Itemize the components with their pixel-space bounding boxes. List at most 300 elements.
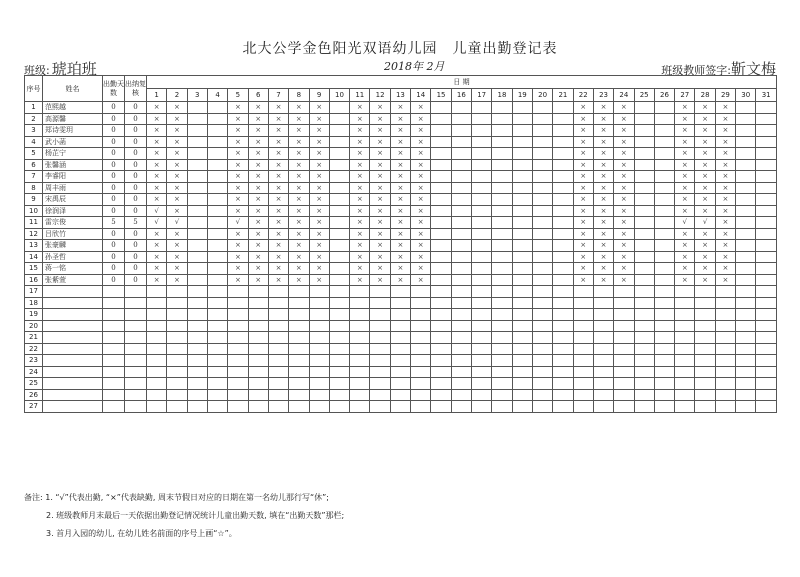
attendance-cell[interactable] (329, 343, 349, 355)
attendance-cell[interactable] (512, 171, 532, 183)
attendance-cell[interactable] (756, 286, 777, 298)
attendance-cell[interactable] (207, 205, 227, 217)
attendance-cell[interactable] (350, 378, 370, 390)
attendance-cell[interactable]: × (675, 113, 695, 125)
attendance-cell[interactable] (512, 263, 532, 275)
attendance-cell[interactable]: × (167, 274, 187, 286)
attendance-cell[interactable] (451, 320, 471, 332)
attendance-cell[interactable] (411, 286, 431, 298)
attendance-cell[interactable] (431, 136, 451, 148)
attendance-cell[interactable]: × (309, 251, 329, 263)
attendance-cell[interactable] (187, 171, 207, 183)
attendance-cell[interactable] (431, 113, 451, 125)
attendance-cell[interactable]: × (228, 148, 248, 160)
attendance-cell[interactable]: × (675, 240, 695, 252)
attendance-cell[interactable] (451, 136, 471, 148)
attendance-cell[interactable]: × (370, 182, 390, 194)
attendance-cell[interactable]: × (695, 182, 715, 194)
attendance-cell[interactable] (654, 136, 674, 148)
attendance-cell[interactable]: × (411, 182, 431, 194)
attendance-cell[interactable] (350, 332, 370, 344)
attendance-cell[interactable] (187, 366, 207, 378)
attendance-cell[interactable] (187, 228, 207, 240)
attendance-cell[interactable] (654, 205, 674, 217)
attendance-cell[interactable] (187, 205, 207, 217)
attendance-cell[interactable] (532, 217, 552, 229)
attendance-cell[interactable]: × (268, 136, 288, 148)
attendance-cell[interactable]: × (248, 205, 268, 217)
attendance-cell[interactable]: × (268, 102, 288, 114)
attendance-cell[interactable]: × (593, 171, 613, 183)
attendance-cell[interactable] (512, 309, 532, 321)
attendance-cell[interactable]: × (228, 113, 248, 125)
attendance-cell[interactable] (675, 320, 695, 332)
attendance-cell[interactable] (350, 297, 370, 309)
attendance-cell[interactable] (248, 366, 268, 378)
attendance-cell[interactable] (451, 366, 471, 378)
attendance-cell[interactable]: × (167, 113, 187, 125)
attendance-cell[interactable] (329, 309, 349, 321)
attendance-cell[interactable] (756, 113, 777, 125)
attendance-cell[interactable] (329, 136, 349, 148)
attendance-cell[interactable]: × (390, 171, 410, 183)
attendance-cell[interactable] (207, 113, 227, 125)
attendance-cell[interactable] (370, 309, 390, 321)
attendance-cell[interactable] (329, 125, 349, 137)
attendance-cell[interactable]: × (350, 194, 370, 206)
attendance-cell[interactable] (431, 125, 451, 137)
attendance-cell[interactable] (451, 251, 471, 263)
attendance-cell[interactable] (756, 366, 777, 378)
attendance-cell[interactable]: × (695, 171, 715, 183)
attendance-cell[interactable] (736, 182, 756, 194)
attendance-cell[interactable] (472, 228, 492, 240)
attendance-cell[interactable]: × (390, 102, 410, 114)
attendance-cell[interactable]: × (309, 136, 329, 148)
attendance-cell[interactable] (167, 355, 187, 367)
attendance-cell[interactable] (553, 401, 573, 413)
attendance-cell[interactable] (370, 355, 390, 367)
attendance-cell[interactable]: × (695, 263, 715, 275)
attendance-cell[interactable] (350, 366, 370, 378)
attendance-cell[interactable] (634, 113, 654, 125)
attendance-cell[interactable] (329, 366, 349, 378)
attendance-cell[interactable] (736, 102, 756, 114)
attendance-cell[interactable] (268, 286, 288, 298)
attendance-cell[interactable] (715, 401, 735, 413)
attendance-cell[interactable] (532, 240, 552, 252)
attendance-cell[interactable] (675, 309, 695, 321)
attendance-cell[interactable] (431, 228, 451, 240)
attendance-cell[interactable] (634, 378, 654, 390)
attendance-cell[interactable] (167, 378, 187, 390)
attendance-cell[interactable] (228, 343, 248, 355)
attendance-cell[interactable] (147, 343, 167, 355)
attendance-cell[interactable]: × (411, 125, 431, 137)
attendance-cell[interactable]: × (289, 274, 309, 286)
attendance-cell[interactable]: × (350, 171, 370, 183)
attendance-cell[interactable]: × (390, 263, 410, 275)
attendance-cell[interactable] (553, 228, 573, 240)
attendance-cell[interactable]: × (228, 171, 248, 183)
attendance-cell[interactable] (553, 240, 573, 252)
attendance-cell[interactable] (472, 366, 492, 378)
attendance-cell[interactable] (532, 389, 552, 401)
attendance-cell[interactable] (634, 320, 654, 332)
attendance-cell[interactable] (147, 297, 167, 309)
attendance-cell[interactable] (451, 343, 471, 355)
attendance-cell[interactable]: × (370, 251, 390, 263)
attendance-cell[interactable]: × (573, 182, 593, 194)
attendance-cell[interactable] (736, 125, 756, 137)
attendance-cell[interactable] (451, 401, 471, 413)
attendance-cell[interactable] (532, 309, 552, 321)
attendance-cell[interactable] (614, 320, 634, 332)
attendance-cell[interactable]: × (350, 263, 370, 275)
attendance-cell[interactable]: × (147, 274, 167, 286)
attendance-cell[interactable]: × (147, 113, 167, 125)
attendance-cell[interactable] (614, 297, 634, 309)
attendance-cell[interactable] (512, 125, 532, 137)
attendance-cell[interactable] (370, 401, 390, 413)
attendance-cell[interactable] (147, 389, 167, 401)
attendance-cell[interactable] (350, 401, 370, 413)
attendance-cell[interactable]: × (390, 194, 410, 206)
attendance-cell[interactable] (207, 136, 227, 148)
attendance-cell[interactable] (736, 240, 756, 252)
attendance-cell[interactable] (431, 263, 451, 275)
attendance-cell[interactable]: × (593, 159, 613, 171)
attendance-cell[interactable] (675, 389, 695, 401)
attendance-cell[interactable]: × (593, 251, 613, 263)
attendance-cell[interactable]: × (715, 251, 735, 263)
attendance-cell[interactable] (654, 320, 674, 332)
attendance-cell[interactable] (736, 389, 756, 401)
attendance-cell[interactable] (187, 389, 207, 401)
attendance-cell[interactable]: × (248, 159, 268, 171)
attendance-cell[interactable]: × (715, 148, 735, 160)
attendance-cell[interactable] (370, 286, 390, 298)
attendance-cell[interactable]: × (390, 274, 410, 286)
attendance-cell[interactable] (756, 217, 777, 229)
attendance-cell[interactable] (675, 332, 695, 344)
attendance-cell[interactable]: × (167, 205, 187, 217)
attendance-cell[interactable]: × (167, 102, 187, 114)
attendance-cell[interactable]: × (248, 217, 268, 229)
attendance-cell[interactable] (207, 297, 227, 309)
attendance-cell[interactable] (756, 401, 777, 413)
attendance-cell[interactable] (431, 217, 451, 229)
attendance-cell[interactable] (451, 228, 471, 240)
attendance-cell[interactable]: × (593, 136, 613, 148)
attendance-cell[interactable]: × (675, 205, 695, 217)
attendance-cell[interactable]: × (614, 136, 634, 148)
attendance-cell[interactable] (431, 332, 451, 344)
attendance-cell[interactable] (147, 286, 167, 298)
attendance-cell[interactable]: × (715, 171, 735, 183)
attendance-cell[interactable] (756, 263, 777, 275)
attendance-cell[interactable] (532, 286, 552, 298)
attendance-cell[interactable]: × (614, 159, 634, 171)
attendance-cell[interactable] (553, 274, 573, 286)
attendance-cell[interactable] (532, 263, 552, 275)
attendance-cell[interactable] (736, 148, 756, 160)
attendance-cell[interactable] (309, 389, 329, 401)
attendance-cell[interactable] (187, 378, 207, 390)
attendance-cell[interactable] (553, 378, 573, 390)
attendance-cell[interactable]: × (411, 148, 431, 160)
attendance-cell[interactable] (329, 217, 349, 229)
attendance-cell[interactable] (614, 286, 634, 298)
attendance-cell[interactable] (756, 332, 777, 344)
attendance-cell[interactable] (451, 297, 471, 309)
attendance-cell[interactable] (451, 274, 471, 286)
attendance-cell[interactable]: × (675, 251, 695, 263)
attendance-cell[interactable] (756, 102, 777, 114)
attendance-cell[interactable]: × (309, 159, 329, 171)
attendance-cell[interactable] (553, 102, 573, 114)
attendance-cell[interactable] (472, 148, 492, 160)
attendance-cell[interactable] (370, 320, 390, 332)
attendance-cell[interactable] (553, 332, 573, 344)
attendance-cell[interactable] (492, 194, 512, 206)
attendance-cell[interactable] (451, 125, 471, 137)
attendance-cell[interactable] (309, 378, 329, 390)
attendance-cell[interactable] (756, 125, 777, 137)
attendance-cell[interactable] (553, 297, 573, 309)
attendance-cell[interactable] (695, 286, 715, 298)
attendance-cell[interactable] (451, 332, 471, 344)
attendance-cell[interactable] (228, 320, 248, 332)
attendance-cell[interactable]: √ (147, 217, 167, 229)
attendance-cell[interactable]: × (248, 228, 268, 240)
attendance-cell[interactable] (228, 332, 248, 344)
attendance-cell[interactable] (370, 378, 390, 390)
attendance-cell[interactable] (756, 171, 777, 183)
attendance-cell[interactable]: × (593, 148, 613, 160)
attendance-cell[interactable]: × (309, 263, 329, 275)
attendance-cell[interactable]: × (147, 263, 167, 275)
attendance-cell[interactable]: × (289, 240, 309, 252)
attendance-cell[interactable] (756, 320, 777, 332)
attendance-cell[interactable] (309, 401, 329, 413)
attendance-cell[interactable] (553, 217, 573, 229)
attendance-cell[interactable] (675, 286, 695, 298)
attendance-cell[interactable]: × (167, 148, 187, 160)
attendance-cell[interactable] (289, 309, 309, 321)
attendance-cell[interactable]: × (147, 171, 167, 183)
attendance-cell[interactable] (553, 309, 573, 321)
attendance-cell[interactable]: × (411, 205, 431, 217)
attendance-cell[interactable]: × (411, 274, 431, 286)
attendance-cell[interactable] (512, 240, 532, 252)
attendance-cell[interactable]: × (573, 113, 593, 125)
attendance-cell[interactable] (512, 251, 532, 263)
attendance-cell[interactable] (167, 309, 187, 321)
attendance-cell[interactable]: × (390, 240, 410, 252)
attendance-cell[interactable] (472, 274, 492, 286)
attendance-cell[interactable] (492, 309, 512, 321)
attendance-cell[interactable]: × (268, 274, 288, 286)
attendance-cell[interactable] (207, 320, 227, 332)
attendance-cell[interactable] (472, 205, 492, 217)
attendance-cell[interactable]: × (675, 194, 695, 206)
attendance-cell[interactable] (593, 366, 613, 378)
attendance-cell[interactable]: × (370, 171, 390, 183)
attendance-cell[interactable] (492, 205, 512, 217)
attendance-cell[interactable] (329, 205, 349, 217)
attendance-cell[interactable] (695, 297, 715, 309)
attendance-cell[interactable]: × (350, 228, 370, 240)
attendance-cell[interactable] (756, 251, 777, 263)
attendance-cell[interactable] (187, 136, 207, 148)
attendance-cell[interactable] (329, 378, 349, 390)
attendance-cell[interactable] (512, 343, 532, 355)
attendance-cell[interactable]: × (715, 228, 735, 240)
attendance-cell[interactable] (289, 320, 309, 332)
attendance-cell[interactable]: × (268, 263, 288, 275)
attendance-cell[interactable]: × (715, 136, 735, 148)
attendance-cell[interactable]: × (593, 102, 613, 114)
attendance-cell[interactable] (207, 355, 227, 367)
attendance-cell[interactable] (756, 148, 777, 160)
attendance-cell[interactable] (228, 286, 248, 298)
attendance-cell[interactable]: × (350, 159, 370, 171)
attendance-cell[interactable] (390, 401, 410, 413)
attendance-cell[interactable] (472, 401, 492, 413)
attendance-cell[interactable] (634, 401, 654, 413)
attendance-cell[interactable]: × (268, 159, 288, 171)
attendance-cell[interactable]: × (370, 159, 390, 171)
attendance-cell[interactable] (532, 182, 552, 194)
attendance-cell[interactable]: × (695, 113, 715, 125)
attendance-cell[interactable] (553, 136, 573, 148)
attendance-cell[interactable]: × (390, 182, 410, 194)
attendance-cell[interactable] (492, 389, 512, 401)
attendance-cell[interactable] (573, 332, 593, 344)
attendance-cell[interactable]: × (573, 263, 593, 275)
attendance-cell[interactable] (736, 274, 756, 286)
attendance-cell[interactable] (512, 113, 532, 125)
attendance-cell[interactable]: × (248, 171, 268, 183)
attendance-cell[interactable]: × (411, 159, 431, 171)
attendance-cell[interactable] (472, 102, 492, 114)
attendance-cell[interactable]: × (411, 136, 431, 148)
attendance-cell[interactable] (228, 366, 248, 378)
attendance-cell[interactable] (553, 182, 573, 194)
attendance-cell[interactable]: × (309, 113, 329, 125)
attendance-cell[interactable]: × (370, 263, 390, 275)
attendance-cell[interactable] (431, 401, 451, 413)
attendance-cell[interactable]: × (614, 240, 634, 252)
attendance-cell[interactable] (451, 286, 471, 298)
attendance-cell[interactable]: × (289, 228, 309, 240)
attendance-cell[interactable] (207, 251, 227, 263)
attendance-cell[interactable] (207, 228, 227, 240)
attendance-cell[interactable] (431, 274, 451, 286)
attendance-cell[interactable] (411, 343, 431, 355)
attendance-cell[interactable] (553, 389, 573, 401)
attendance-cell[interactable]: × (573, 251, 593, 263)
attendance-cell[interactable] (370, 332, 390, 344)
attendance-cell[interactable] (431, 102, 451, 114)
attendance-cell[interactable] (390, 332, 410, 344)
attendance-cell[interactable] (756, 205, 777, 217)
attendance-cell[interactable]: × (350, 274, 370, 286)
attendance-cell[interactable]: × (411, 217, 431, 229)
attendance-cell[interactable]: × (350, 125, 370, 137)
attendance-cell[interactable]: × (614, 217, 634, 229)
attendance-cell[interactable] (654, 148, 674, 160)
attendance-cell[interactable] (309, 332, 329, 344)
attendance-cell[interactable] (715, 297, 735, 309)
attendance-cell[interactable] (472, 332, 492, 344)
attendance-cell[interactable] (532, 343, 552, 355)
attendance-cell[interactable]: × (167, 171, 187, 183)
attendance-cell[interactable] (187, 343, 207, 355)
attendance-cell[interactable] (492, 401, 512, 413)
attendance-cell[interactable]: √ (147, 205, 167, 217)
attendance-cell[interactable]: × (614, 113, 634, 125)
attendance-cell[interactable] (492, 343, 512, 355)
attendance-cell[interactable]: × (228, 251, 248, 263)
attendance-cell[interactable] (390, 320, 410, 332)
attendance-cell[interactable] (695, 401, 715, 413)
attendance-cell[interactable] (147, 401, 167, 413)
attendance-cell[interactable] (390, 389, 410, 401)
attendance-cell[interactable] (654, 251, 674, 263)
attendance-cell[interactable] (329, 194, 349, 206)
attendance-cell[interactable] (451, 159, 471, 171)
attendance-cell[interactable] (695, 309, 715, 321)
attendance-cell[interactable] (715, 309, 735, 321)
attendance-cell[interactable] (736, 309, 756, 321)
attendance-cell[interactable] (614, 401, 634, 413)
attendance-cell[interactable]: × (248, 263, 268, 275)
attendance-cell[interactable]: × (573, 102, 593, 114)
attendance-cell[interactable] (309, 309, 329, 321)
attendance-cell[interactable] (492, 102, 512, 114)
attendance-cell[interactable]: × (228, 182, 248, 194)
attendance-cell[interactable]: × (228, 125, 248, 137)
attendance-cell[interactable] (431, 297, 451, 309)
attendance-cell[interactable] (411, 297, 431, 309)
attendance-cell[interactable] (614, 309, 634, 321)
attendance-cell[interactable]: × (573, 274, 593, 286)
attendance-cell[interactable] (289, 297, 309, 309)
attendance-cell[interactable] (492, 297, 512, 309)
attendance-cell[interactable] (553, 148, 573, 160)
attendance-cell[interactable] (492, 366, 512, 378)
attendance-cell[interactable] (532, 125, 552, 137)
attendance-cell[interactable] (370, 343, 390, 355)
attendance-cell[interactable] (187, 251, 207, 263)
attendance-cell[interactable] (492, 125, 512, 137)
attendance-cell[interactable] (411, 378, 431, 390)
attendance-cell[interactable] (675, 378, 695, 390)
attendance-cell[interactable] (248, 343, 268, 355)
attendance-cell[interactable]: × (289, 263, 309, 275)
attendance-cell[interactable] (654, 297, 674, 309)
attendance-cell[interactable] (553, 171, 573, 183)
attendance-cell[interactable] (431, 251, 451, 263)
attendance-cell[interactable] (593, 332, 613, 344)
attendance-cell[interactable] (634, 136, 654, 148)
attendance-cell[interactable] (472, 125, 492, 137)
attendance-cell[interactable] (654, 355, 674, 367)
attendance-cell[interactable] (329, 332, 349, 344)
attendance-cell[interactable]: × (411, 240, 431, 252)
